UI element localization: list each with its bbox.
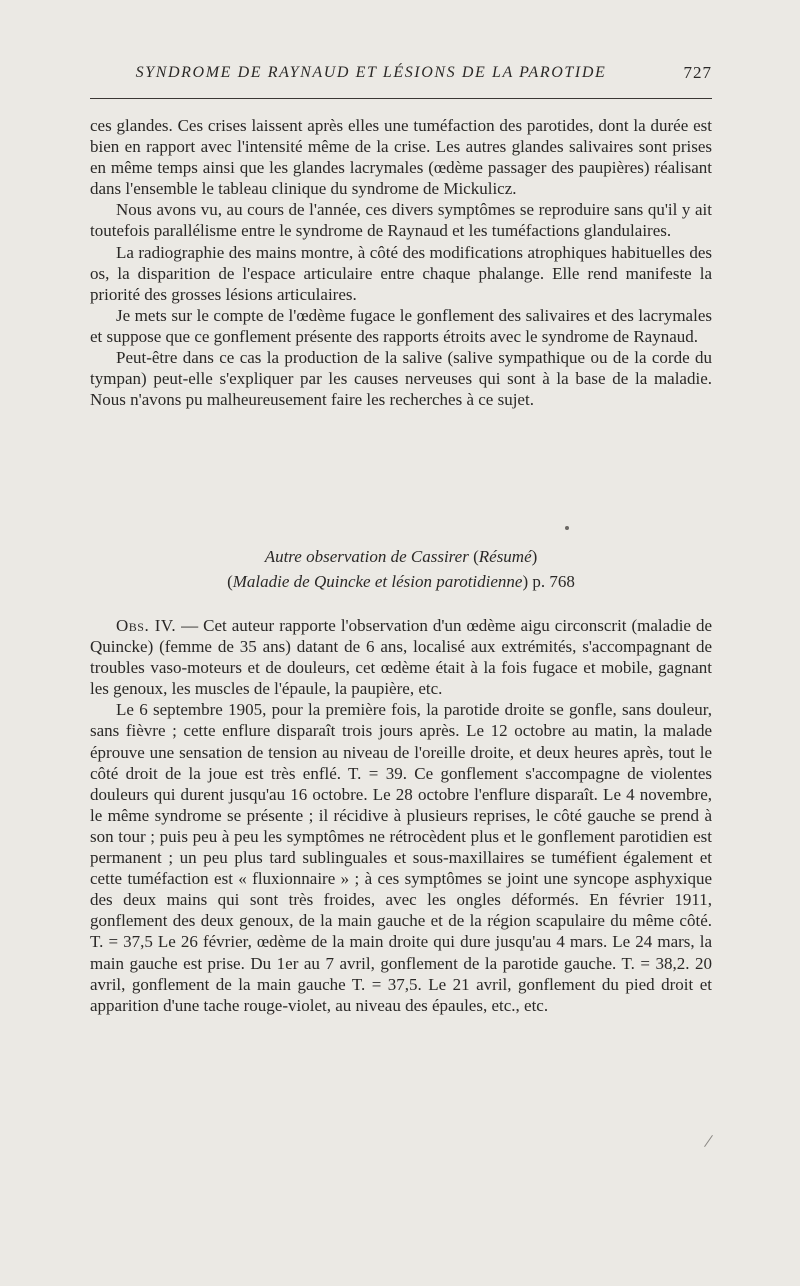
paragraph-5: Peut-être dans ce cas la production de la salive (salive sympathique ou de la corde du tympan) peut-elle s'expliquer par les causes nerveuses qui sont à la base de la maladie. Nous n'avons pu malheureusement faire les recherches à ce sujet.	[90, 348, 712, 410]
print-speck	[565, 526, 569, 530]
paragraph-3: La radiographie des mains montre, à côté des modifications atrophiques habituelles des os, la disparition de l'espace articulaire entre chaque phalange. Elle rend manifeste la priorité des grosses lésions articulaires.	[90, 242, 712, 304]
heading-subtitle: Maladie de Quincke et lésion parotidienne	[232, 572, 523, 591]
obs-paragraph-2: Le 6 septembre 1905, pour la première fois, la parotide droite se gonfle, sans douleur, sans fièvre ; cette enflure disparaît trois jours après. Le 12 octobre au matin, la malade éprouve une sensation de tension au niveau de l'oreille droite, et deux heures après, tout le côté droit de la joue est très enflé. T. = 39. Ce gonflement s'accompagne de violentes douleurs qui durent jusqu'au 16 octobre. Le 28 octobre l'enflure disparaît. Le 4 novembre, le même syndrome se présente ; il récidive à plusieurs reprises, le côté gauche se prend à son tour ; puis peu à peu les symptômes ne rétrocèdent plus et le gonflement parotidien est permanent ; un peu plus tard sublinguales et sous-maxillaires se tuméfient également et cette tuméfaction est « fluxionnaire » ; à ces symptômes se joint une syncope asphyxique des deux mains qui sont très froides, avec les ongles déformés. En février 1911, gonflement des deux genoux, de la main gauche et de la région scapulaire du même côté. T. = 37,5 Le 26 février, œdème de la main droite qui dure jusqu'au 4 mars. Le 24 mars, la main gauche est prise. Du 1er au 7 avril, gonflement de la parotide gauche. T. = 38,2. 20 avril, gonflement de la main gauche T. = 37,5. Le 21 avril, gonflement du pied droit et apparition d'une tache rouge-violet, au niveau des épaules, etc., etc.	[90, 700, 712, 1015]
running-title: SYNDROME DE RAYNAUD ET LÉSIONS DE LA PAROTIDE	[135, 64, 607, 81]
obs-label: Obs. IV.	[116, 616, 177, 635]
heading-title: Autre observation de Cassirer	[264, 547, 469, 566]
paragraph-1: ces glandes. Ces crises laissent après elles une tuméfaction des parotides, dont la durée est bien en rapport avec l'intensité même de la crise. Les autres glandes salivaires sont prises en même temps ainsi que les glandes lacrymales (œdème passager des paupières) réalisant dans l'ensemble le tableau clinique du syndrome de Mickulicz.	[90, 116, 712, 199]
heading-page-ref: p. 768	[532, 572, 575, 591]
page-header	[90, 62, 712, 92]
observation-heading: Autre observation de Cassirer (Résumé)	[264, 547, 538, 566]
header-rule	[90, 98, 712, 99]
heading-resume: Résumé	[478, 547, 532, 566]
page-number: 727	[683, 63, 712, 82]
obs-text-1: — Cet auteur rapporte l'observation d'un œdème aigu circonscrit (maladie de Quincke) (femme de 35 ans) datant de 6 ans, localisé aux extrémités, s'accompagnant de troubles vaso-moteurs et de douleurs, cet œdème était à la fois fugace et mobile, gagnant les genoux, les muscles de l'épaule, la paupière, etc.	[90, 616, 712, 699]
body-text-top	[90, 115, 712, 410]
obs-paragraph-1	[90, 615, 712, 699]
paragraph-4: Je mets sur le compte de l'œdème fugace le gonflement des salivaires et des lacrymales et suppose que ce gonflement présente des rapports étroits avec le syndrome de Raynaud.	[90, 305, 712, 346]
margin-mark	[704, 1135, 713, 1147]
paragraph-2: Nous avons vu, au cours de l'année, ces divers symptômes se reproduire sans qu'il y ait toutefois parallélisme entre le syndrome de Raynaud et les tuméfactions glandulaires.	[90, 200, 712, 241]
observation-body	[90, 615, 712, 1016]
observation-subheading: (Maladie de Quincke et lésion parotidienne) p. 768	[227, 572, 575, 591]
